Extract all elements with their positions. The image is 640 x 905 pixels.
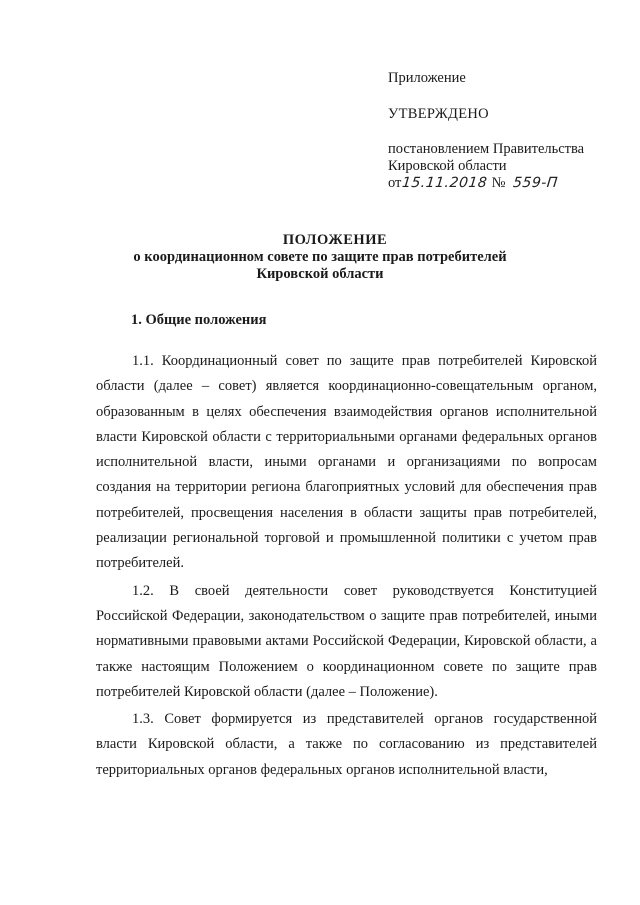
paragraph-1-2: 1.2. В своей деятельности совет руководствуется Конституцией Российской Федерации, законодательством о защите прав потребителей, иными нормативными правовыми актами Российской Федерации, Кировской области, а также настоящим Положением о координационном совете по защите прав потребителей Кировской области (далее – Положение). — [96, 582, 597, 700]
title-line-2: о координационном совете по защите прав потребителей — [133, 249, 507, 265]
decree-date-row — [388, 175, 628, 192]
number-sign: № — [491, 175, 506, 191]
body-text — [96, 349, 597, 783]
handwritten-date: 15.11.2018 — [401, 175, 489, 191]
handwritten-number: 559-П — [512, 175, 560, 191]
title-main: ПОЛОЖЕНИЕ — [282, 232, 388, 248]
decree-line-2: Кировской области — [388, 158, 507, 174]
appendix-label: Приложение — [388, 70, 466, 86]
section-heading: 1. Общие положения — [131, 312, 267, 328]
date-prefix: от — [388, 175, 402, 191]
approval-block — [388, 70, 628, 192]
decree-line-1: постановлением Правительства — [388, 141, 585, 157]
title-line-3: Кировской области — [256, 266, 384, 282]
approved-label: УТВЕРЖДЕНО — [388, 106, 489, 122]
paragraph-1-1: 1.1. Координационный совет по защите прав потребителей Кировской области (далее – совет) является координационно-совещательным органом, образованным в целях обеспечения взаимодействия органов исполнительной власти Кировской области с территориальными органами федеральных органов исполнительной власти, иными органами и организациями по вопросам создания на территории региона благоприятных условий для обеспечения прав потребителей, просвещения населения в области защиты прав потребителей, реализации региональной торговой и промышленной политики с учетом прав потребителей. — [96, 353, 597, 572]
paragraph-1-3: 1.3. Совет формируется из представителей органов государственной власти Кировской области, а также по согласованию из представителей территориальных органов федеральных органов исполнительной власти, — [96, 711, 597, 778]
document-title — [0, 232, 640, 283]
